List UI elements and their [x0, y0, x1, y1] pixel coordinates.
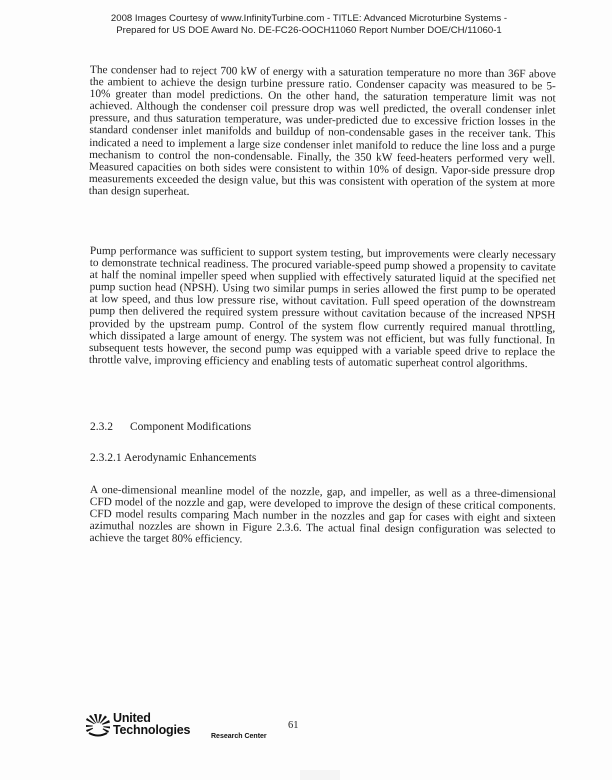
research-center-label: Research Center	[211, 733, 267, 740]
section-number: 2.3.2	[90, 421, 113, 433]
logo-wordmark	[113, 712, 190, 736]
paragraph-condenser: The condenser had to reject 700 kW of energy with a saturation temperature no more than 36F above the ambient to achieve the design turbine pressure ratio. Condenser capacity was measured to be 5-10% greater than model predictions. On the other hand, the saturation temperature limit was not achieved. Although the condenser coil pressure drop was well predicted, the overall condenser inlet pressure, and thus saturation temperature, was under-predicted due to excessive friction losses in the standard condenser inlet manifolds and buildup of non-condensable gases in the receiver tank. This indicated a need to implement a large size condenser inlet manifold to reduce the line loss and a purge mechanism to control the non-condensable. Finally, the 350 kW feed-heaters performed very well. Measured capacities on both sides were consistent to within 10% of design. Vapor-side pressure drop measurements exceeded the design value, but this was consistent with operation of the system at more than design superheat.	[88, 64, 556, 198]
ut-starburst-icon	[86, 714, 110, 738]
section-heading	[90, 421, 251, 433]
logo-word-technologies: Technologies	[113, 723, 191, 737]
logo-word-united: United	[113, 711, 151, 725]
page-header	[26, 13, 592, 37]
subsection-heading: 2.3.2.1 Aerodynamic Enhancements	[90, 452, 257, 464]
paragraph-aerodynamic: A one-dimensional meanline model of the nozzle, gap, and impeller, as well as a three-dimensional CFD model of the nozzle and gap, were developed to improve the design of these critical components. CFD model results comparing Mach number in the nozzles and gap for cases with eight and sixteen azimuthal nozzles are shown in Figure 2.3.6. The actual final design configuration was selected to achieve the target 80% efficiency.	[89, 484, 556, 546]
page-number: 61	[288, 720, 299, 731]
header-line-2: Prepared for US DOE Award No. DE-FC26-OOCH11060 Report Number DOE/CH/11060-1	[116, 25, 502, 36]
united-technologies-logo	[86, 712, 196, 742]
scan-artifact	[300, 770, 340, 780]
header-line-1: 2008 Images Courtesy of www.InfinityTurbine.com - TITLE: Advanced Microturbine Systems -	[110, 13, 508, 24]
section-title: Component Modifications	[130, 421, 252, 433]
paragraph-pump-performance: Pump performance was sufficient to support system testing, but improvements were clearly necessary to demonstrate technical readiness. The procured variable-speed pump showed a propensity to cavitate at half the nominal impeller speed when supplied with effectively saturated liquid at the specified net pump suction head (NPSH). Using two similar pumps in series allowed the first pump to be operated at low speed, and thus low pressure rise, without cavitation. Full speed operation of the downstream pump then delivered the required system pressure without cavitation because of the increased NPSH provided by the upstream pump. Control of the system flow currently required manual throttling, which dissipated a large amount of energy. The system was not efficient, but was fully functional. In subsequent tests however, the second pump was equipped with a variable speed drive to replace the throttle valve, improving efficiency and enabling tests of automatic superheat control algorithms.	[88, 245, 556, 371]
